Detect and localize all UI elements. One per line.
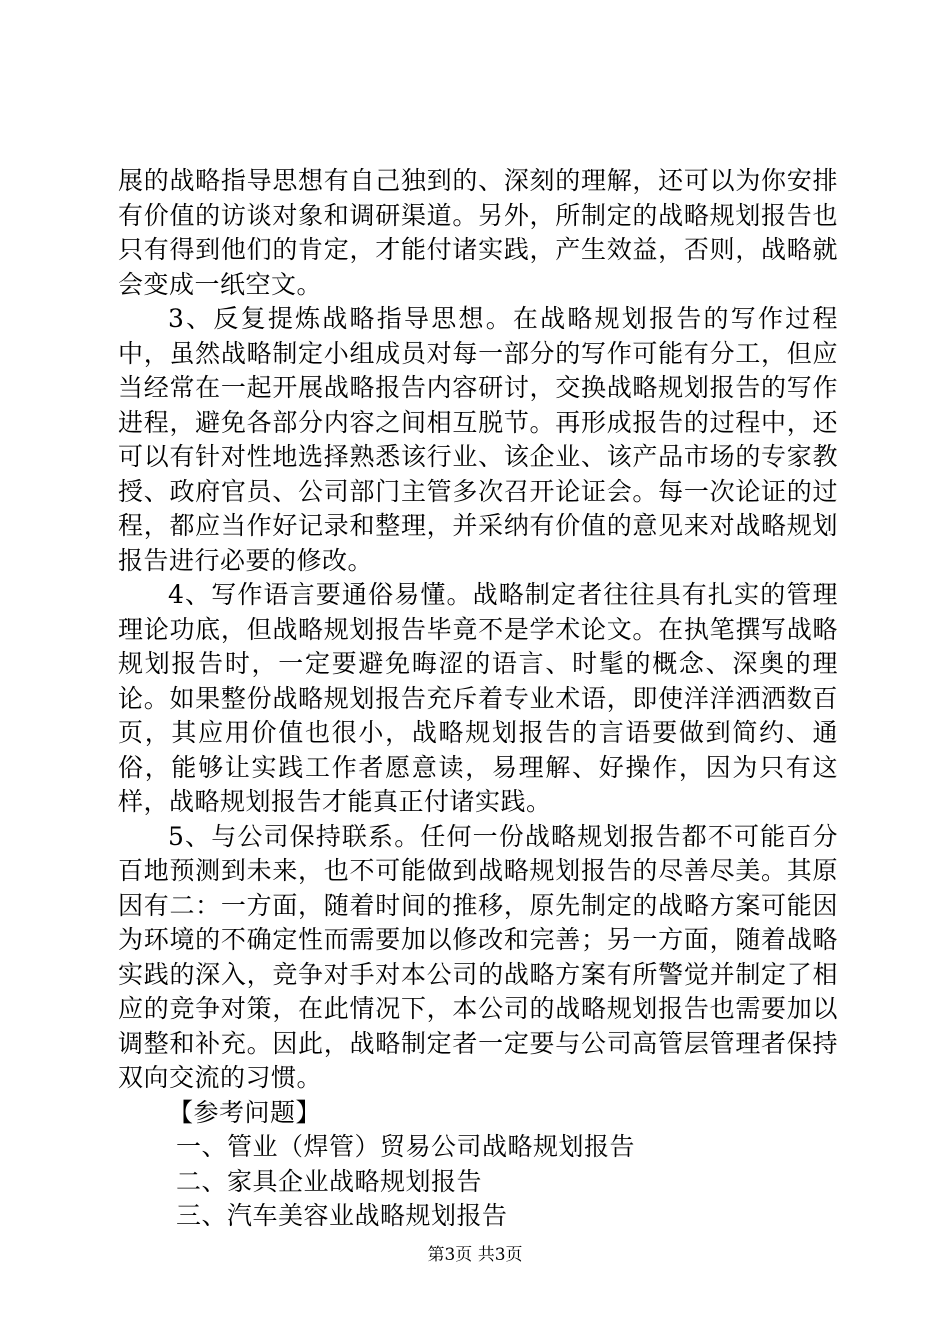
- paragraph-point-5: 5、与公司保持联系。任何一份战略规划报告都不可能百分百地预测到未来，也不可能做到战略规划报告的尽善尽美。其原因有二：一方面，随着时间的推移，原先制定的战略方案可能因为环境的不确定性而需要加以修改和完善；另一方面，随着战略实践的深入，竞争对手对本公司的战略方案有所警觉并制定了相应的竞争对策，在此情况下，本公司的战略规划报告也需要加以调整和补充。因此，战略制定者一定要与公司高管层管理者保持双向交流的习惯。: [118, 821, 838, 1092]
- paragraph-point-3: 3、反复提炼战略指导思想。在战略规划报告的写作过程中，虽然战略制定小组成员对每一部分的写作可能有分工，但应当经常在一起开展战略报告内容研讨，交换战略规划报告的写作进程，避免各部分内容之间相互脱节。再形成报告的过程中，还可以有针对性地选择熟悉该行业、该企业、该产品市场的专家教授、政府官员、公司部门主管多次召开论证会。每一次论证的过程，都应当作好记录和整理，并采纳有价值的意见来对战略规划报告进行必要的修改。: [118, 304, 838, 575]
- reference-section: [118, 1096, 838, 1234]
- document-body: [118, 164, 838, 1234]
- page-footer: 第3页 共3页: [427, 1245, 523, 1265]
- reference-list: [118, 1130, 838, 1234]
- paragraph-point-4: 4、写作语言要通俗易懂。战略制定者往往具有扎实的管理理论功底，但战略规划报告毕竟不是学术论文。在执笔撰写战略规划报告时，一定要避免晦涩的语言、时髦的概念、深奥的理论。如果整份战略规划报告充斥着专业术语，即使洋洋洒洒数百页，其应用价值也很小，战略规划报告的言语要做到简约、通俗，能够让实践工作者愿意读，易理解、好操作，因为只有这样，战略规划报告才能真正付诸实践。: [118, 580, 838, 816]
- reference-item: 一、管业（焊管）贸易公司战略规划报告: [176, 1132, 636, 1161]
- reference-item: 三、汽车美容业战略规划报告: [176, 1201, 508, 1230]
- reference-heading: 【参考问题】: [168, 1097, 322, 1127]
- reference-item: 二、家具企业战略规划报告: [176, 1166, 483, 1196]
- paragraph-continuation: 展的战略指导思想有自己独到的、深刻的理解，还可以为你安排有价值的访谈对象和调研渠道。另外，所制定的战略规划报告也只有得到他们的肯定，才能付诸实践，产生效益，否则，战略就会变成一纸空文。: [118, 166, 838, 299]
